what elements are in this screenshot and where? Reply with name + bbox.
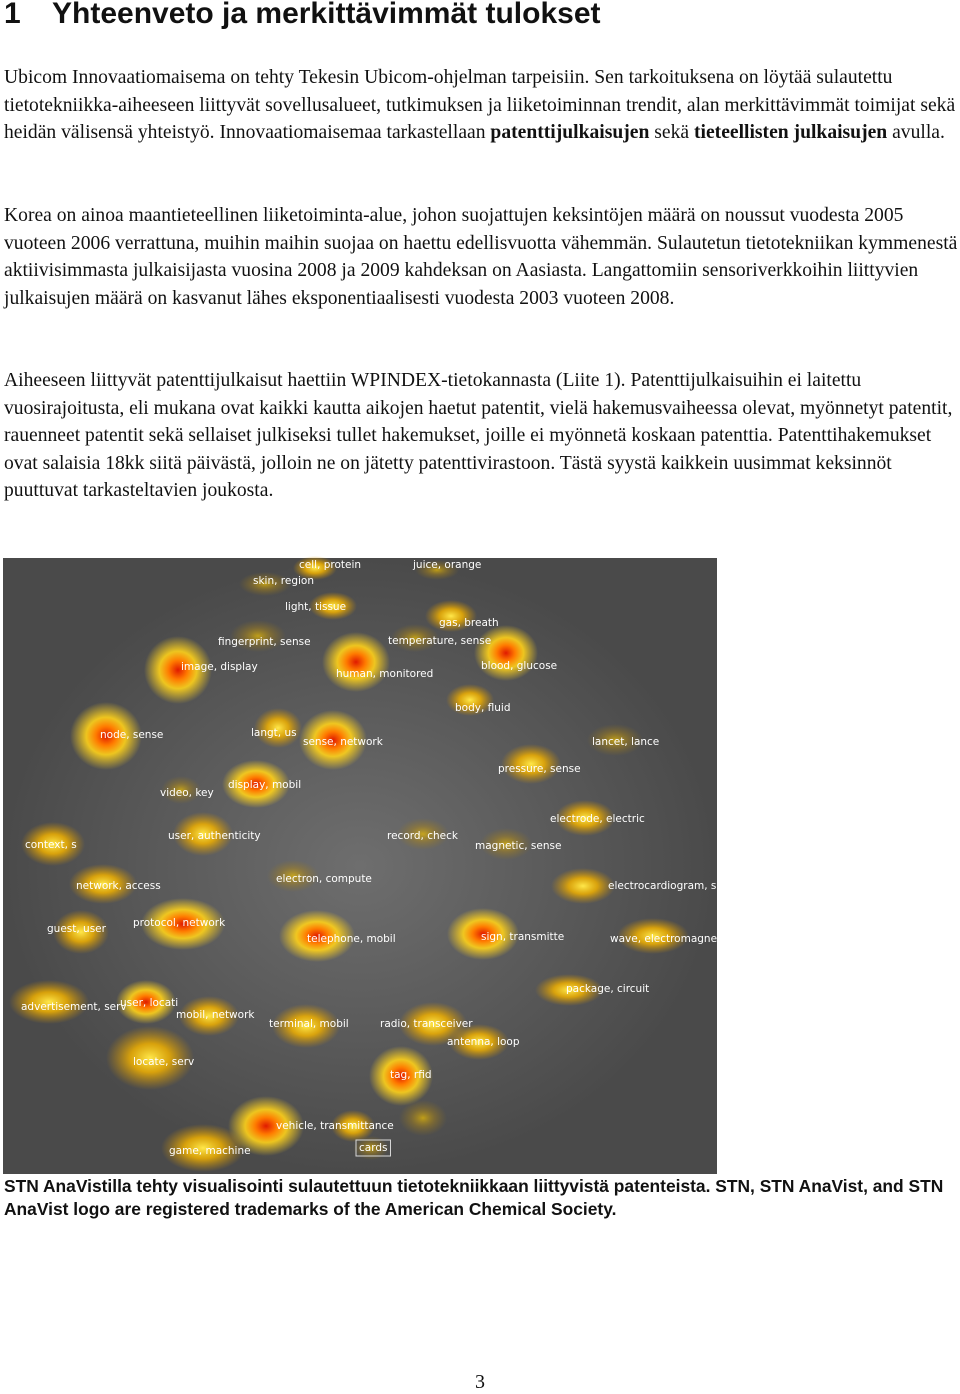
map-label: user, locati <box>120 997 179 1009</box>
map-label: telephone, mobil <box>307 933 396 945</box>
map-label: electrocardiogram, sign <box>608 880 733 892</box>
section-heading <box>4 0 601 32</box>
intro-text-2: sekä <box>649 122 694 144</box>
intro-bold-1: patenttijulkaisujen <box>490 122 650 144</box>
patent-landscape-map <box>3 558 733 1174</box>
map-label: locate, serv <box>133 1056 195 1068</box>
map-label: langt, us <box>251 727 297 739</box>
map-label: electrode, electric <box>550 813 645 825</box>
intro-text-3: avulla. <box>887 122 945 144</box>
map-label: mobil, network <box>176 1009 255 1021</box>
map-label: sense, network <box>303 736 383 748</box>
map-label: gas, breath <box>439 617 499 629</box>
map-label: juice, orange <box>413 559 482 571</box>
map-label: record, check <box>387 830 458 842</box>
map-label: protocol, network <box>133 917 226 929</box>
map-label: node, sense <box>100 729 164 741</box>
map-label: magnetic, sense <box>475 840 562 852</box>
map-label: user, authenticity <box>168 830 261 842</box>
intro-bold-2: tieteellisten julkaisujen <box>694 122 888 144</box>
map-label: vehicle, transmittance <box>276 1120 394 1132</box>
map-label: advertisement, serv <box>21 1001 127 1013</box>
map-label: wave, electromagnetic <box>610 933 730 945</box>
map-label: guest, user <box>47 923 106 935</box>
paragraph-intro <box>4 64 960 147</box>
map-label: fingerprint, sense <box>218 636 311 648</box>
map-label: antenna, loop <box>447 1036 520 1048</box>
section-title: Yhteenveto ja merkittävimmät tulokset <box>52 0 601 30</box>
map-label: game, machine <box>169 1145 251 1157</box>
intro-text-1: Ubicom Innovaatiomaisema on tehty Tekesin Ubicom-ohjelman tarpeisiin. Sen tarkoituksena on löytää sulautettu tietotekniikka-aiheeseen liittyvät sovellusalueet, tutkimuksen ja liiketoiminnan trendit, alan merkittävimmät toimijat sekä heidän välisensä yhteistyö. Innovaatiomaisemaa tarkastellaan <box>4 67 956 144</box>
map-label: human, monitored <box>336 668 434 680</box>
map-label: image, display <box>181 661 258 673</box>
map-label: pressure, sense <box>498 763 581 775</box>
map-label: display, mobil <box>228 779 302 791</box>
map-label: network, access <box>76 880 161 892</box>
patent-landscape-figure <box>3 558 733 1174</box>
map-label: radio, transceiver <box>380 1018 473 1030</box>
page-number: 3 <box>475 1371 485 1393</box>
map-label: cards <box>359 1142 388 1154</box>
figure-caption: STN AnaVistilla tehty visualisointi sulautettuun tietotekniikkaan liittyvistä patenteista. STN, STN AnaVist, and STN AnaVist logo are registered trademarks of the American Chemical Society. <box>4 1176 944 1219</box>
map-label: cell, protein <box>299 559 362 571</box>
map-label: blood, glucose <box>481 660 558 672</box>
map-label: body, fluid <box>455 702 511 714</box>
map-label: package, circuit <box>566 983 650 995</box>
map-label: video, key <box>160 787 214 799</box>
paragraph-korea: Korea on ainoa maantieteellinen liiketoiminta-alue, johon suojattujen keksintöjen määrä on noussut vuodesta 2005 vuoteen 2006 verrattuna, muihin maihin suojaa on haettu edellisvuotta vähemmän. Sulautetun tietotekniikan kymmenestä aktiivisimmasta julkaisijasta vuosina 2008 ja 2009 kahdeksan on Aasiasta. Langattomiin sensoriverkkoihin liittyvien julkaisujen määrä on kasvanut lähes eksponentiaalisesti vuodesta 2003 vuoteen 2008. <box>4 205 958 309</box>
map-label: temperature, sense <box>388 635 492 647</box>
map-label: light, tissue <box>285 601 347 613</box>
map-label: tag, rfid <box>390 1069 432 1081</box>
section-number: 1 <box>4 0 21 30</box>
map-label: sign, transmitte <box>481 931 565 943</box>
map-label: skin, region <box>253 575 315 587</box>
paragraph-wpindex: Aiheeseen liittyvät patenttijulkaisut haettiin WPINDEX-tietokannasta (Liite 1). Patenttijulkaisuihin ei laitettu vuosirajoitusta, eli mukana ovat kaikki kautta aikojen haetut patentit, vielä hakemusvaiheessa olevat, myönnetyt patentit, rauenneet patentit sekä sellaiset julkiseksi tullet hakemukset, joille ei myönnetä koskaan patenttia. Patenttihakemukset ovat salaisia 18kk siitä päivästä, jolloin ne on jätetty patenttivirastoon. Tästä syystä kaikkein uusimmat keksinnöt puuttuvat tarkasteltavien joukosta. <box>4 370 953 502</box>
map-label: electron, compute <box>276 873 372 885</box>
map-label: terminal, mobil <box>269 1018 349 1030</box>
map-label: lancet, lance <box>592 736 660 748</box>
map-label: context, s <box>25 839 77 851</box>
